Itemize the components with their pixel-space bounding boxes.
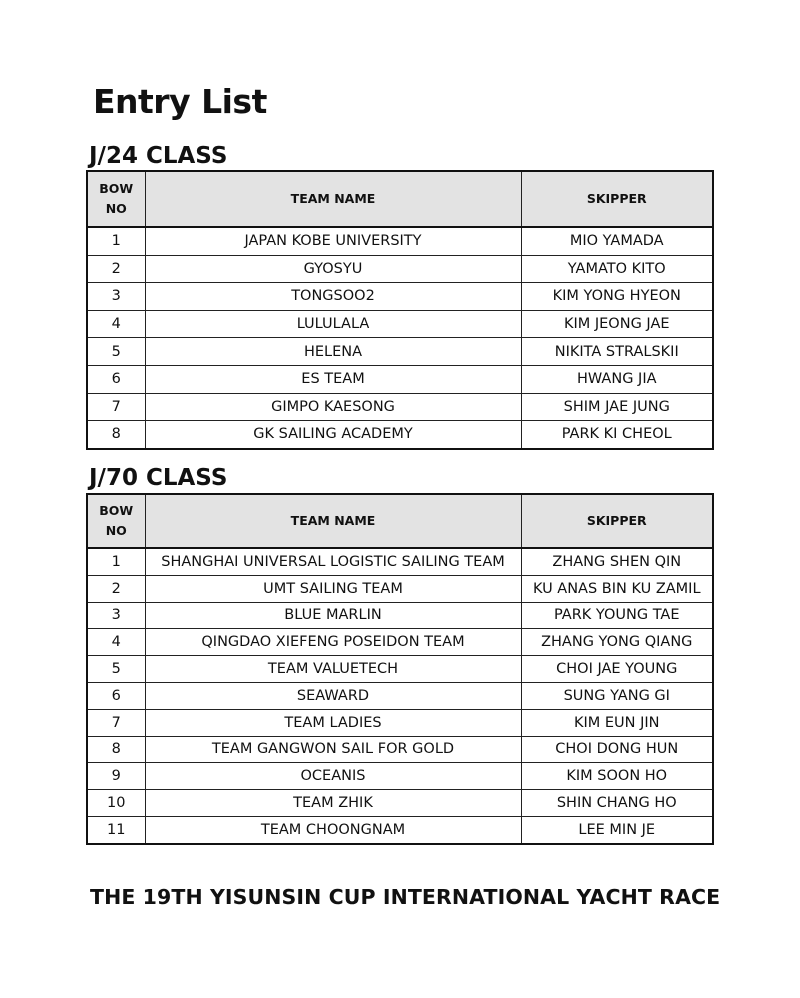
table-row [87, 227, 713, 255]
team-cell: LULULALA [145, 310, 521, 338]
table-row [87, 338, 713, 366]
bow-cell: 10 [87, 790, 145, 817]
skipper-cell: YAMATO KITO [521, 255, 713, 283]
table-row [87, 682, 713, 709]
table-row [87, 421, 713, 449]
skipper-cell: SUNG YANG GI [521, 682, 713, 709]
team-cell: TEAM VALUETECH [145, 656, 521, 683]
team-cell: GIMPO KAESONG [145, 393, 521, 421]
team-cell: TEAM GANGWON SAIL FOR GOLD [145, 736, 521, 763]
j70-entry-table [86, 493, 714, 845]
table-header-row [87, 171, 713, 227]
bow-cell: 3 [87, 283, 145, 311]
bow-cell: 4 [87, 629, 145, 656]
skipper-cell: LEE MIN JE [521, 816, 713, 843]
skipper-cell: HWANG JIA [521, 365, 713, 393]
skipper-cell: ZHANG YONG QIANG [521, 629, 713, 656]
j24-entry-table [86, 170, 714, 450]
skipper-cell: SHIM JAE JUNG [521, 393, 713, 421]
table-header-row [87, 494, 713, 548]
bow-cell: 2 [87, 255, 145, 283]
bow-cell: 6 [87, 682, 145, 709]
skipper-cell: PARK KI CHEOL [521, 421, 713, 449]
skipper-cell: MIO YAMADA [521, 227, 713, 255]
team-cell: JAPAN KOBE UNIVERSITY [145, 227, 521, 255]
skipper-header: SKIPPER [521, 171, 713, 227]
skipper-header: SKIPPER [521, 494, 713, 548]
team-cell: HELENA [145, 338, 521, 366]
bow-header-line2: NO [105, 201, 127, 216]
team-cell: ES TEAM [145, 365, 521, 393]
bow-cell: 1 [87, 548, 145, 575]
j70-class-heading: J/70 CLASS [89, 465, 228, 491]
team-cell: TONGSOO2 [145, 283, 521, 311]
table-row [87, 548, 713, 575]
skipper-cell: KIM JEONG JAE [521, 310, 713, 338]
bow-cell: 3 [87, 602, 145, 629]
team-cell: BLUE MARLIN [145, 602, 521, 629]
team-cell: TEAM CHOONGNAM [145, 816, 521, 843]
bow-cell: 11 [87, 816, 145, 843]
team-cell: UMT SAILING TEAM [145, 575, 521, 602]
bow-cell: 8 [87, 736, 145, 763]
skipper-cell: KIM EUN JIN [521, 709, 713, 736]
team-cell: TEAM LADIES [145, 709, 521, 736]
table-row [87, 602, 713, 629]
skipper-cell: KU ANAS BIN KU ZAMIL [521, 575, 713, 602]
team-cell: TEAM ZHIK [145, 790, 521, 817]
bow-cell: 7 [87, 393, 145, 421]
table-row [87, 393, 713, 421]
table-row [87, 365, 713, 393]
team-cell: QINGDAO XIEFENG POSEIDON TEAM [145, 629, 521, 656]
table-row [87, 629, 713, 656]
skipper-cell: CHOI JAE YOUNG [521, 656, 713, 683]
bow-no-header [87, 171, 145, 227]
table-row [87, 283, 713, 311]
table-row [87, 736, 713, 763]
team-cell: GK SAILING ACADEMY [145, 421, 521, 449]
bow-cell: 5 [87, 656, 145, 683]
team-cell: SHANGHAI UNIVERSAL LOGISTIC SAILING TEAM [145, 548, 521, 575]
bow-header-line1: BOW [99, 503, 134, 518]
table-row [87, 310, 713, 338]
skipper-cell: KIM SOON HO [521, 763, 713, 790]
bow-header-line1: BOW [99, 181, 134, 196]
team-name-header: TEAM NAME [145, 494, 521, 548]
skipper-cell: KIM YONG HYEON [521, 283, 713, 311]
skipper-cell: ZHANG SHEN QIN [521, 548, 713, 575]
team-cell: GYOSYU [145, 255, 521, 283]
skipper-cell: CHOI DONG HUN [521, 736, 713, 763]
j24-class-heading: J/24 CLASS [89, 143, 228, 169]
bow-cell: 9 [87, 763, 145, 790]
bow-cell: 6 [87, 365, 145, 393]
bow-cell: 8 [87, 421, 145, 449]
table-row [87, 790, 713, 817]
table-row [87, 763, 713, 790]
page-title: Entry List [93, 82, 267, 121]
skipper-cell: SHIN CHANG HO [521, 790, 713, 817]
bow-cell: 2 [87, 575, 145, 602]
team-cell: OCEANIS [145, 763, 521, 790]
skipper-cell: NIKITA STRALSKII [521, 338, 713, 366]
bow-cell: 1 [87, 227, 145, 255]
bow-cell: 4 [87, 310, 145, 338]
team-name-header: TEAM NAME [145, 171, 521, 227]
bow-no-header [87, 494, 145, 548]
event-name-footer: THE 19TH YISUNSIN CUP INTERNATIONAL YACHT RACE [90, 885, 721, 909]
table-row [87, 709, 713, 736]
table-row [87, 816, 713, 843]
bow-cell: 7 [87, 709, 145, 736]
table-row [87, 255, 713, 283]
skipper-cell: PARK YOUNG TAE [521, 602, 713, 629]
bow-cell: 5 [87, 338, 145, 366]
table-row [87, 575, 713, 602]
team-cell: SEAWARD [145, 682, 521, 709]
bow-header-line2: NO [105, 523, 127, 538]
table-row [87, 656, 713, 683]
